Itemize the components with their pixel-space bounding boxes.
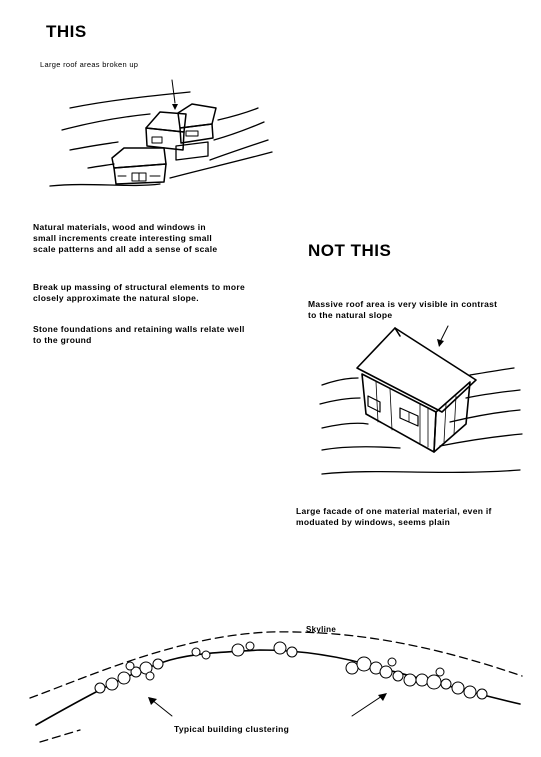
massive-house-sketch xyxy=(320,326,522,474)
massing-note: Break up massing of structural elements to more closely approximate the natural slope. xyxy=(33,282,246,303)
materials-note: Natural materials, wood and windows in small increments create interesting small scale patterns and all add a sense of scale xyxy=(33,222,218,254)
clustering-label: Typical building clustering xyxy=(174,724,290,734)
skyline-label: Skyline xyxy=(306,625,337,634)
this-heading: THIS xyxy=(46,22,87,41)
not-this-heading: NOT THIS xyxy=(308,241,392,260)
facade-note: Large facade of one material material, even if moduated by windows, seems plain xyxy=(296,506,492,527)
roof-callout-label: Large roof areas broken up xyxy=(40,60,139,69)
foundations-note: Stone foundations and retaining walls relate well to the ground xyxy=(33,324,245,345)
massive-roof-note: Massive roof area is very visible in contrast to the natural slope xyxy=(308,299,498,320)
clustered-buildings-sketch xyxy=(50,80,272,186)
